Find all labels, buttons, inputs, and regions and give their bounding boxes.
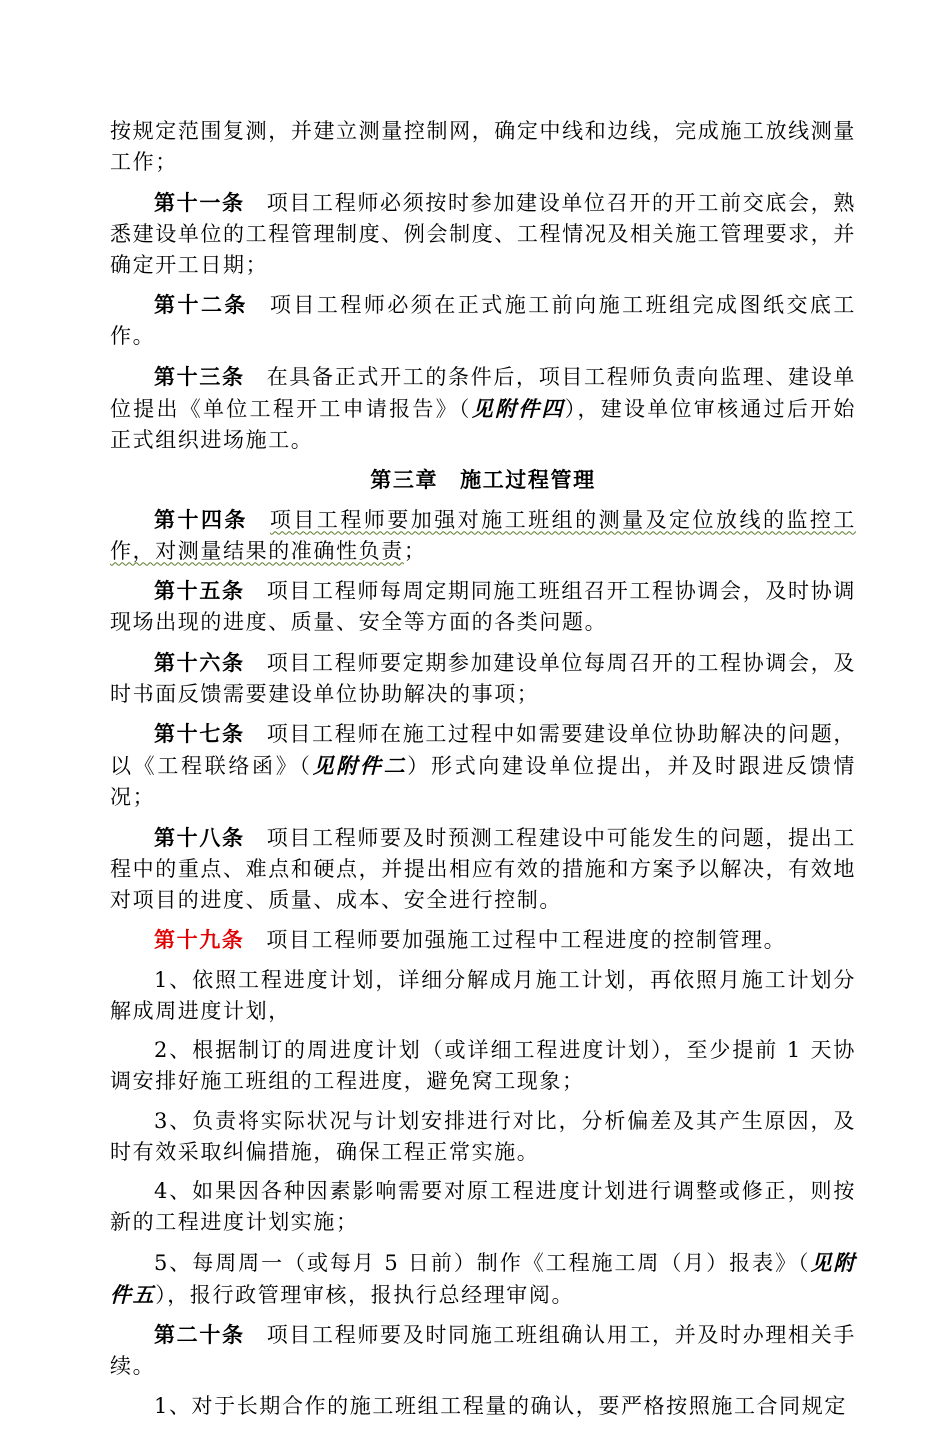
article-11 bbox=[110, 187, 856, 281]
article-label: 第十八条 bbox=[154, 824, 245, 850]
article-text-tail: ）形式向建设单位提出，并及时跟进反馈情况； bbox=[110, 754, 856, 809]
list-item: 1、对于长期合作的施工班组工程量的确认，要严格按照施工合同规定 bbox=[154, 1393, 847, 1418]
article-label: 第十二条 bbox=[154, 292, 248, 317]
list-item bbox=[110, 1247, 856, 1311]
article-text: 项目工程师必须在正式施工前向施工班组完成图纸交底工作。 bbox=[110, 293, 856, 348]
article-13 bbox=[110, 361, 856, 456]
article-20 bbox=[110, 1319, 856, 1382]
article-12 bbox=[110, 289, 856, 352]
list-item: 2、根据制订的周进度计划（或详细工程进度计划），至少提前 1 天协调安排好施工班组的工程进度，避免窝工现象； bbox=[110, 1038, 856, 1093]
article-label: 第十四条 bbox=[154, 506, 248, 532]
article-label-highlighted: 第十九条 bbox=[154, 927, 245, 952]
article-text: 项目工程师要及时同施工班组确认用工，并及时办理相关手续。 bbox=[110, 1323, 856, 1378]
article-text: 项目工程师要及时预测工程建设中可能发生的问题，提出工程中的重点、难点和硬点，并提出相应有效的措施和方案予以解决，有效地对项目的进度、质量、成本、安全进行控制。 bbox=[110, 825, 856, 912]
attachment-reference: 见附件五 bbox=[110, 1249, 856, 1307]
article-text: 项目工程师要加强施工过程中工程进度的控制管理。 bbox=[266, 928, 787, 952]
list-item: 3、负责将实际状况与计划安排进行对比，分析偏差及其产生原因，及时有效采取纠偏措施，确保工程正常实施。 bbox=[110, 1108, 856, 1164]
article-text: 项目工程师要定期参加建设单位每周召开的工程协调会，及时书面反馈需要建设单位协助解决的事项； bbox=[110, 650, 856, 706]
article-text-tail: ； bbox=[403, 538, 427, 563]
article-label: 第十七条 bbox=[154, 721, 245, 746]
article-label: 第十六条 bbox=[154, 649, 245, 675]
chapter-heading bbox=[110, 464, 856, 495]
article-label: 第十三条 bbox=[154, 363, 245, 389]
article-label: 第十五条 bbox=[154, 578, 245, 603]
attachment-reference: 见附件二 bbox=[312, 753, 408, 778]
article-label: 第十一条 bbox=[154, 189, 245, 215]
chapter-number: 第三章 bbox=[370, 467, 439, 492]
chapter-title: 施工过程管理 bbox=[460, 467, 596, 492]
list-item: 1、依照工程进度计划，详细分解成月施工计划，再依照月施工计划分解成周进度计划， bbox=[110, 967, 856, 1023]
paragraph-continuation: 按规定范围复测，并建立测量控制网，确定中线和边线，完成施工放线测量工作； bbox=[110, 119, 856, 174]
article-15 bbox=[110, 575, 856, 638]
list-item-text-tail: ），报行政管理审核，报执行总经理审阅。 bbox=[155, 1282, 575, 1307]
article-text: 项目工程师每周定期同施工班组召开工程协调会，及时协调现场出现的进度、质量、安全等方面的各类问题。 bbox=[110, 579, 856, 634]
article-text: 在具备正式开工的条件后，项目工程师负责向监理、建设单位提出《单位工程开工申请报告》（ bbox=[110, 364, 856, 421]
article-19 bbox=[110, 924, 856, 956]
article-label: 第二十条 bbox=[154, 1322, 245, 1347]
article-text: 项目工程师必须按时参加建设单位召开的开工前交底会，熟悉建设单位的工程管理制度、例会制度、工程情况及相关施工管理要求，并确定开工日期； bbox=[110, 190, 856, 277]
article-18 bbox=[110, 822, 856, 916]
list-item-text: 5、每周周一（或每月 5 日前）制作《工程施工周（月）报表》（ bbox=[154, 1250, 811, 1275]
document-body bbox=[110, 116, 856, 1430]
article-text-marked: 项目工程师要加强对施工班组的测量及定位放线的监控工作，对测量结果的准确性负责 bbox=[110, 507, 856, 563]
article-16 bbox=[110, 647, 856, 710]
list-item: 4、如果因各种因素影响需要对原工程进度计划进行调整或修正，则按新的工程进度计划实施； bbox=[110, 1179, 856, 1234]
article-text-tail: ），建设单位审核通过后开始正式组织进场施工。 bbox=[110, 396, 856, 452]
attachment-reference: 见附件四 bbox=[471, 395, 565, 421]
article-14 bbox=[110, 504, 856, 567]
article-text: 项目工程师在施工过程中如需要建设单位协助解决的问题，以《工程联络函》（ bbox=[110, 722, 856, 778]
article-17 bbox=[110, 718, 856, 813]
